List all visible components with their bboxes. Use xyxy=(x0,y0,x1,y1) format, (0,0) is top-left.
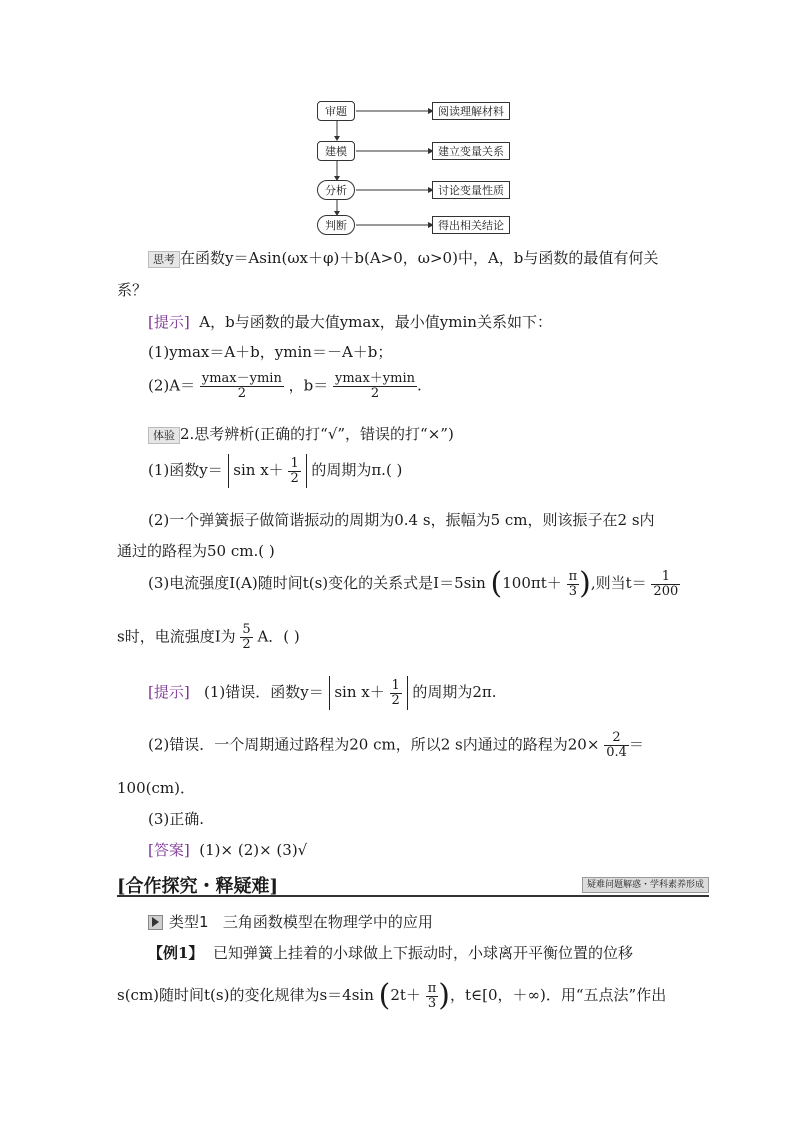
type1-heading xyxy=(148,911,433,932)
exp-q2-line1: (2)一个弹簧振子做简谐振动的周期为0.4 s，振幅为5 cm，则该振子在2 s内 xyxy=(148,511,655,529)
hint-tag: [提示] xyxy=(148,313,190,331)
hint2-tag: [提示] xyxy=(148,683,190,701)
example-line2: s(cm)随时间t(s)的变化规律为s＝4sin (2t＋ $\frac{\pi}{3}$ )，t∈[0，＋∞)．用“五点法”作出 xyxy=(117,978,667,1013)
hint-item1: (1)ymax＝A＋b，ymin＝－A＋b； xyxy=(148,343,393,361)
flow-result-conclude: 得出相关结论 xyxy=(432,216,510,234)
hint2-a2: (2)错误．一个周期通过路程为20 cm，所以2 s内通过的路程为20× $\frac{2}{0.4}$ ＝ xyxy=(148,730,644,760)
section-title: [合作探究・释疑难] xyxy=(117,876,279,897)
type1-title: 三角函数模型在物理学中的应用 xyxy=(222,913,433,931)
flow-node-review: 审题 xyxy=(317,101,355,121)
hint-item2: (2)A＝ $\frac{ymax-ymin}{2}$ ，b＝ $\frac{ymax+ymin}{2}$ . xyxy=(148,371,422,401)
abs-bar-right xyxy=(306,454,307,488)
hint2-a1: [提示] (1)错误．函数y＝ sin x＋ $\frac{1}{2}$ 的周期为2π. xyxy=(148,676,497,710)
example-tag: 【例1】 xyxy=(148,944,204,962)
fraction-b: $\frac{ymax+ymin}{2}$ xyxy=(335,371,415,401)
answer-tag: [答案] xyxy=(148,841,190,859)
flow-node-analyze: 分析 xyxy=(317,180,355,200)
exp-q3-line1: (3)电流强度I(A)随时间t(s)变化的关系式是I＝5sin (100πt＋ $\frac{\pi}{3}$ ),则当t＝ $\frac{1}{200}$ xyxy=(148,566,679,601)
exp-q2-line2: 通过的路程为50 cm.( ) xyxy=(117,542,275,560)
play-triangle-icon xyxy=(148,915,163,930)
section-badge: 疑难问题解惑・学科素养形成 xyxy=(582,877,709,893)
hint2-a2-line2: 100(cm)． xyxy=(117,779,195,797)
exp-tag: 体验 xyxy=(148,427,180,444)
flow-result-read: 阅读理解材料 xyxy=(432,102,510,120)
hint2-a3: (3)正确. xyxy=(148,810,205,828)
think-tag: 思考 xyxy=(148,251,180,268)
exp-q3-line2: s时，电流强度I为 $\frac{5}{2}$ A．( ) xyxy=(117,622,300,652)
think-hint xyxy=(148,311,552,332)
flow-result-build: 建立变量关系 xyxy=(432,142,510,160)
fraction-a: $\frac{ymax-ymin}{2}$ xyxy=(201,371,282,401)
think-question xyxy=(148,247,658,268)
think-question-line2: 系？ xyxy=(117,281,148,299)
example-line1: 【例1】 已知弹簧上挂着的小球做上下振动时，小球离开平衡位置的位移 xyxy=(148,944,633,962)
type1-label: 类型1 xyxy=(169,913,209,931)
answer xyxy=(148,839,307,860)
exp-intro-text: 2.思考辨析(正确的打“√”，错误的打“×”) xyxy=(180,425,454,443)
hint-item2-label: (2)A＝ xyxy=(148,376,196,395)
hint-text: A，b与函数的最大值ymax，最小值ymin关系如下： xyxy=(199,313,552,331)
abs-bar-left xyxy=(228,454,229,488)
flow-result-discuss: 讨论变量性质 xyxy=(432,181,510,199)
flow-node-judge: 判断 xyxy=(317,215,355,235)
section-header xyxy=(117,871,709,897)
answer-text: (1)× (2)× (3)√ xyxy=(199,841,308,859)
exp-q1: (1)函数y＝ sin x＋ $\frac{1}{2}$ 的周期为π.( ) xyxy=(148,454,402,488)
exp-intro xyxy=(148,423,454,444)
flow-node-model: 建模 xyxy=(317,141,355,161)
think-question-line1: 在函数y＝Asin(ωx＋φ)＋b(A>0，ω>0)中，A，b与函数的最值有何关 xyxy=(180,249,659,267)
